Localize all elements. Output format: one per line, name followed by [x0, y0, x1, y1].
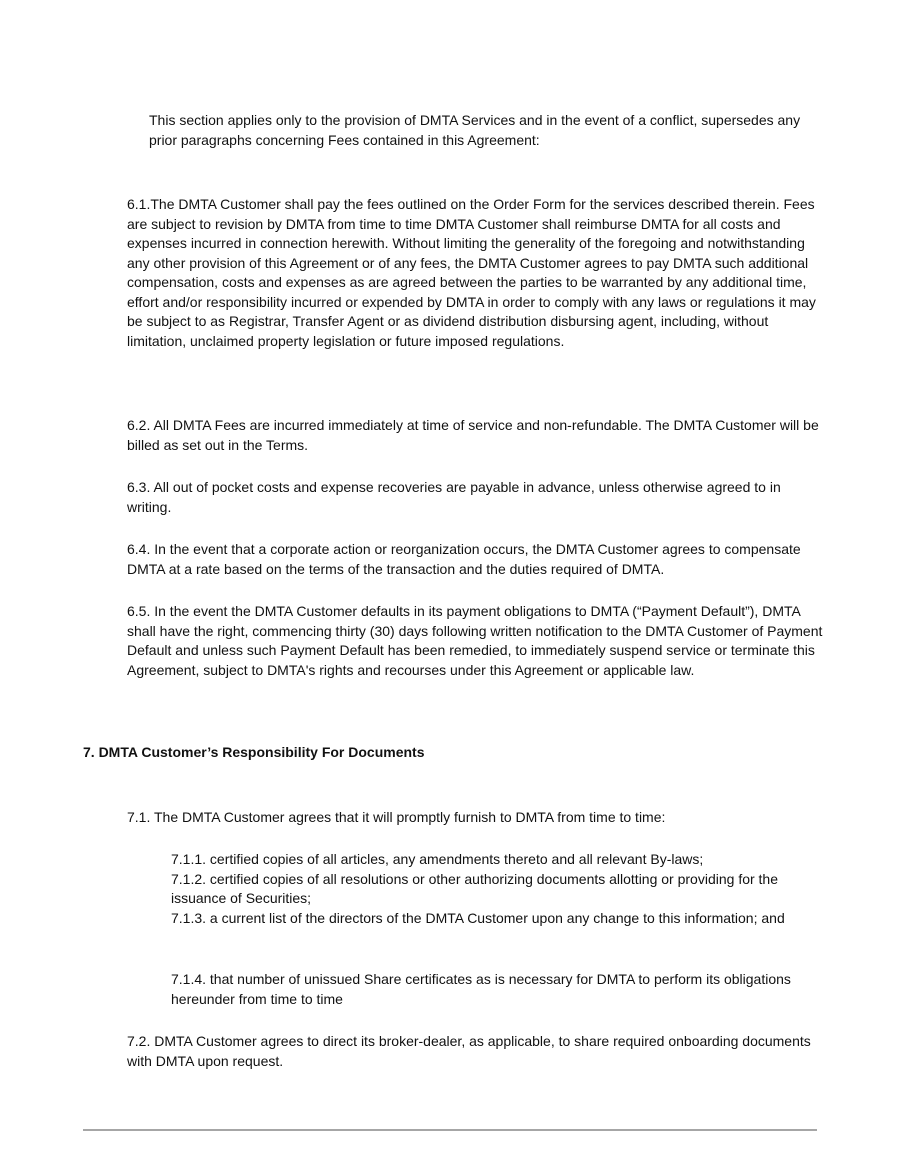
clause-7-1-2: 7.1.2. certified copies of all resolutions or other authorizing documents allotting or providing for the issuance of Securities; — [171, 870, 779, 906]
footer-divider — [83, 1129, 817, 1131]
clause-6-1: 6.1.The DMTA Customer shall pay the fees outlined on the Order Form for the services described therein. Fees are subject to revision by DMTA from time to time DMTA Customer shall reimburse DMTA for all costs and expenses incurred in connection herewith. Without limiting the generality of the foregoing and notwithstanding any other provision of this Agreement or of any fees, the DMTA Customer agrees to pay DMTA such additional compensation, costs and expenses as are agreed between the parties to be warranted by any additional time, effort and/or responsibility incurred or expended by DMTA in order to comply with any laws or regulations it may be subject to as Registrar, Transfer Agent or as dividend distribution disbursing agent, including, without limitation, unclaimed property legislation or future imposed regulations. — [127, 196, 816, 349]
clause-7-2: 7.2. DMTA Customer agrees to direct its broker-dealer, as applicable, to share required onboarding documents with DMTA upon request. — [127, 1033, 811, 1069]
clause-7-1-sublist — [171, 850, 831, 928]
clause-6-3: 6.3. All out of pocket costs and expense recoveries are payable in advance, unless otherwise agreed to in writing. — [127, 479, 781, 515]
clause-7-1-1: 7.1.1. certified copies of all articles, any amendments thereto and all relevant By-laws; — [171, 851, 704, 867]
section7-heading: 7. DMTA Customer’s Responsibility For Documents — [83, 744, 425, 760]
clause-6-4: 6.4. In the event that a corporate action or reorganization occurs, the DMTA Customer agrees to compensate DMTA at a rate based on the terms of the transaction and the duties required of DMTA. — [127, 541, 801, 577]
clause-7-1: 7.1. The DMTA Customer agrees that it will promptly furnish to DMTA from time to time: — [127, 809, 666, 825]
section6-intro: This section applies only to the provision of DMTA Services and in the event of a conflict, supersedes any prior paragraphs concerning Fees contained in this Agreement: — [149, 112, 801, 148]
clause-7-1-4: 7.1.4. that number of unissued Share certificates as is necessary for DMTA to perform its obligations hereunder from time to time — [171, 971, 791, 1007]
clause-7-1-3: 7.1.3. a current list of the directors of the DMTA Customer upon any change to this information; and — [171, 909, 785, 926]
clause-6-5: 6.5. In the event the DMTA Customer defaults in its payment obligations to DMTA (“Payment Default”), DMTA shall have the right, commencing thirty (30) days following written notification to the DMTA Customer of Payment Default and unless such Payment Default has been remedied, to immediately suspend service or terminate this Agreement, subject to DMTA's rights and recourses under this Agreement or applicable law. — [127, 603, 823, 678]
clause-6-2: 6.2. All DMTA Fees are incurred immediately at time of service and non-refundable. The DMTA Customer will be billed as set out in the Terms. — [127, 417, 819, 453]
